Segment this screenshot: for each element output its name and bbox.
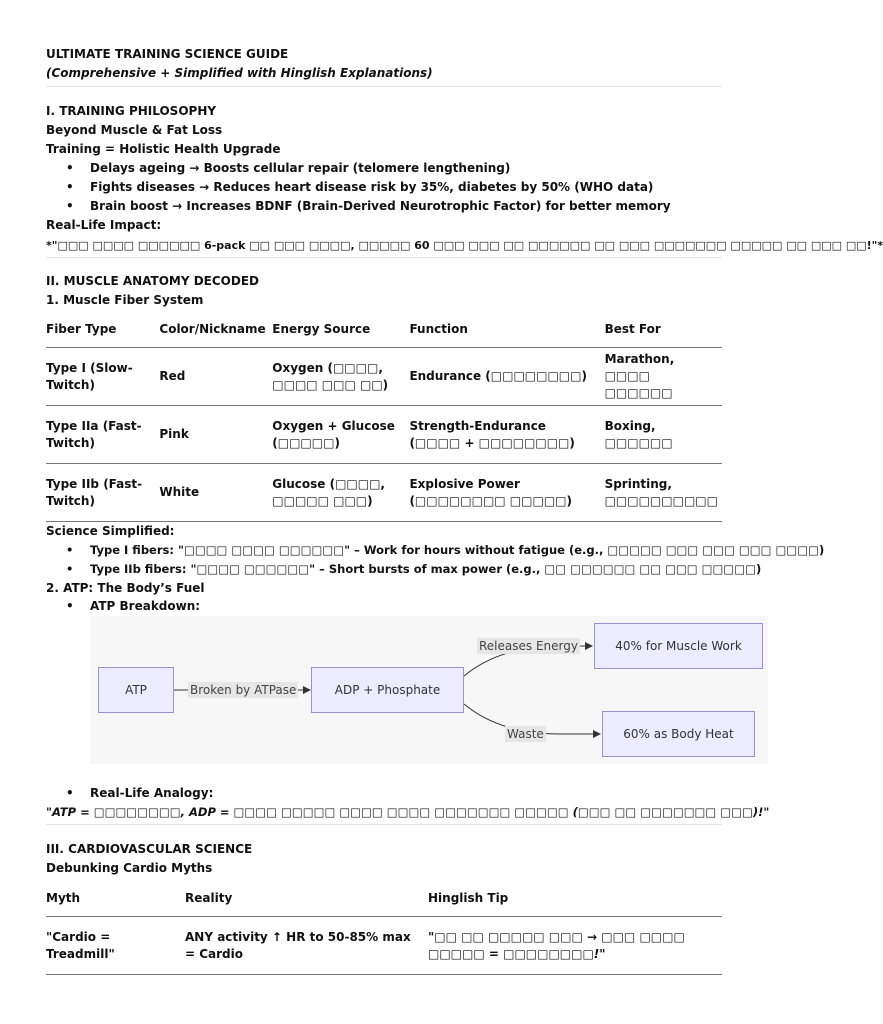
table-row	[46, 348, 722, 406]
doc-title: ULTIMATE TRAINING SCIENCE GUIDE	[46, 47, 289, 61]
table-cell: Endurance (□□□□□□□□)	[409, 348, 604, 406]
table-cell: Type I (Slow-Twitch)	[46, 348, 159, 406]
column-header: Hinglish Tip	[428, 890, 509, 905]
section-2-subheading: 1. Muscle Fiber System	[46, 293, 204, 307]
simplified-label: Science Simplified:	[46, 524, 175, 538]
section-3-heading: III. CARDIOVASCULAR SCIENCE	[46, 842, 253, 856]
divider	[46, 86, 722, 87]
table-cell: Strength-Endurance (□□□□ + □□□□□□□□)	[409, 406, 604, 464]
table-cell: Type IIa (Fast-Twitch)	[46, 406, 159, 464]
diagram-node-muscle-work: 40% for Muscle Work	[594, 623, 763, 669]
list-item: • Brain boost → Increases BDNF (Brain-Derived Neurotrophic Factor) for better memory	[66, 199, 671, 213]
table-cell: Red	[159, 348, 272, 406]
section-1-heading: I. TRAINING PHILOSOPHY	[46, 104, 217, 118]
table-cell: ANY activity ↑ HR to 50-85% max = Cardio	[185, 917, 428, 975]
column-header: Energy Source	[272, 321, 371, 336]
myth-table	[46, 880, 722, 975]
table-cell: White	[159, 464, 272, 522]
table-row	[46, 917, 722, 975]
section-3-subheading: Debunking Cardio Myths	[46, 861, 213, 875]
fiber-table	[46, 311, 722, 522]
atp-flow-diagram	[90, 616, 768, 764]
list-item: • Real-Life Analogy:	[66, 786, 214, 800]
column-header: Function	[409, 321, 468, 336]
table-cell: Pink	[159, 406, 272, 464]
table-cell: Oxygen + Glucose (□□□□□)	[272, 406, 409, 464]
list-item: • Fights diseases → Reduces heart disease risk by 35%, diabetes by 50% (WHO data)	[66, 180, 654, 194]
table-row	[46, 406, 722, 464]
edge-label-broken: Broken by ATPase	[190, 683, 297, 697]
doc-subtitle: (Comprehensive + Simplified with Hinglish Explanations)	[46, 66, 433, 80]
table-cell: Boxing, □□□□□□	[605, 406, 722, 464]
column-header: Myth	[46, 890, 81, 905]
table-header-row	[46, 311, 722, 348]
impact-label: Real-Life Impact:	[46, 218, 162, 232]
column-header: Fiber Type	[46, 321, 117, 336]
divider	[46, 824, 722, 825]
list-item: • ATP Breakdown:	[66, 599, 201, 613]
edge-label-releases: Releases Energy	[479, 639, 578, 653]
table-cell: Marathon, □□□□ □□□□□□	[605, 348, 722, 406]
column-header: Reality	[185, 890, 233, 905]
column-header: Best For	[604, 321, 661, 336]
table-cell: Glucose (□□□□, □□□□□ □□□)	[272, 464, 409, 522]
diagram-node-adp: ADP + Phosphate	[311, 667, 464, 713]
column-header: Color/Nickname	[159, 321, 266, 336]
table-cell: Oxygen (□□□□, □□□□ □□□ □□)	[272, 348, 409, 406]
table-header-row	[46, 880, 722, 917]
edge-label-waste: Waste	[507, 727, 544, 741]
section-1-equation: Training = Holistic Health Upgrade	[46, 142, 281, 156]
table-cell: "□□ □□ □□□□□ □□□ → □□□ □□□□ □□□□□ = □□□□□□□□!"	[428, 917, 722, 975]
table-row	[46, 464, 722, 522]
table-cell: Explosive Power (□□□□□□□□ □□□□□)	[409, 464, 604, 522]
diagram-node-body-heat: 60% as Body Heat	[602, 711, 755, 757]
list-item: • Type I fibers: "□□□□ □□□□ □□□□□□" – Work for hours without fatigue (e.g., □□□□□ □□□ □□□ □□□ □□□□)	[66, 543, 825, 557]
diagram-node-atp: ATP	[98, 667, 174, 713]
analogy-text: "ATP = □□□□□□□□, ADP = □□□□ □□□□□ □□□□ □□□□ □□□□□□□ □□□□□ (□□□ □□ □□□□□□□ □□□)!"	[46, 805, 770, 819]
table-cell: Sprinting, □□□□□□□□□□	[605, 464, 722, 522]
section-1-subheading: Beyond Muscle & Fat Loss	[46, 123, 223, 137]
table-cell: Type IIb (Fast-Twitch)	[46, 464, 159, 522]
section-2-heading: II. MUSCLE ANATOMY DECODED	[46, 274, 259, 288]
table-cell: "Cardio = Treadmill"	[46, 917, 185, 975]
list-item: • Delays ageing → Boosts cellular repair (telomere lengthening)	[66, 161, 511, 175]
section-2-subheading-2: 2. ATP: The Body’s Fuel	[46, 581, 205, 595]
divider	[46, 257, 722, 258]
list-item: • Type IIb fibers: "□□□□ □□□□□□" – Short bursts of max power (e.g., □□ □□□□□□ □□ □□□ □□□□□)	[66, 562, 762, 576]
impact-text: *"□□□ □□□□ □□□□□□ 6-pack □□ □□□ □□□□, □□□□□ 60 □□□ □□□ □□ □□□□□□ □□ □□□ □□□□□□□ □□□□□ □□ □□□ □□!"*	[46, 239, 883, 252]
